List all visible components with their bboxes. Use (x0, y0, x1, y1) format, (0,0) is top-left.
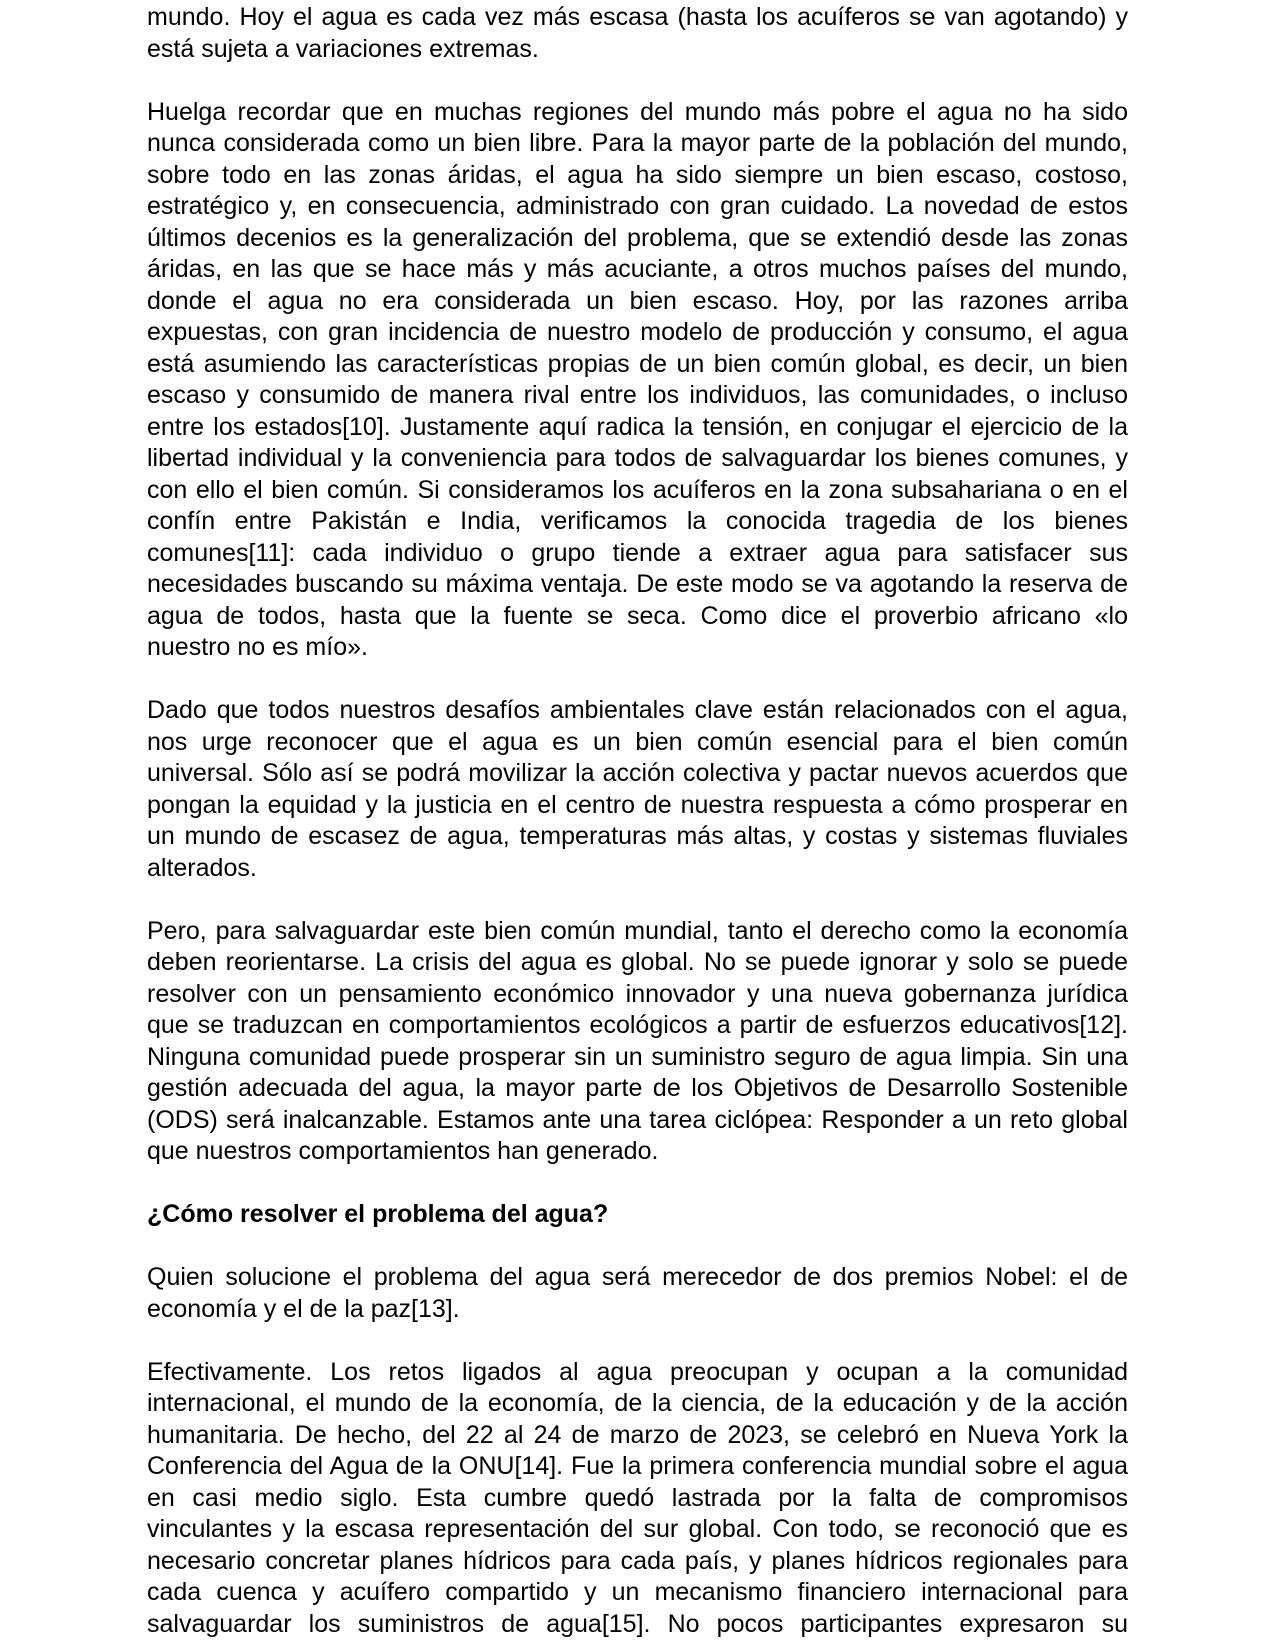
text-line: en casi medio siglo. Esta cumbre quedó lastrada por la falta de compromisos (147, 1483, 1128, 1512)
text-line: estratégico y, en consecuencia, administrado con gran cuidado. La novedad de estos (147, 192, 1128, 220)
text-line: Quien solucione el problema del agua será merecedor de dos premios Nobel: el de (147, 1263, 1128, 1291)
text-line: Huelga recordar que en muchas regiones del mundo más pobre el agua no ha sido (147, 97, 1128, 126)
paragraph (147, 695, 1128, 884)
text-line: nunca considerada como un bien libre. Para la mayor parte de la población del mundo, (147, 129, 1128, 157)
text-line: pongan la equidad y la justicia en el centro de nuestra respuesta a cómo prosperar en (147, 790, 1128, 819)
text-line: universal. Sólo así se podrá movilizar la acción colectiva y pactar nuevos acuerdos que (147, 759, 1128, 787)
text-line: nos urge reconocer que el agua es un bien común esencial para el bien común (147, 727, 1128, 756)
text-line: sobre todo en las zonas áridas, el agua ha sido siempre un bien escaso, costoso, (147, 160, 1128, 189)
text-line: últimos decenios es la generalización del problema, que se extendió desde las zonas (147, 223, 1128, 252)
text-line: escaso y consumido de manera rival entre los individuos, las comunidades, o incluso (147, 381, 1128, 409)
text-line: que nuestros comportamientos han generado. (147, 1137, 659, 1165)
text-line: necesario concretar planes hídricos para cada país, y planes hídricos regionales para (147, 1546, 1128, 1575)
text-line: ¿Cómo resolver el problema del agua? (147, 1200, 609, 1228)
text-line: expuestas, con gran incidencia de nuestro modelo de producción y consumo, el agua (147, 318, 1128, 346)
text-line: entre los estados[10]. Justamente aquí radica la tensión, en conjugar el ejercicio de la (147, 412, 1128, 441)
text-line: resolver con un pensamiento económico innovador y una nueva gobernanza jurídica (147, 979, 1128, 1008)
paragraph (147, 1262, 1128, 1325)
paragraph (147, 1357, 1128, 1641)
section-heading (147, 1199, 1128, 1231)
text-line: deben reorientarse. La crisis del agua es global. No se puede ignorar y solo se puede (147, 948, 1128, 976)
text-line: Efectivamente. Los retos ligados al agua preocupan y ocupan a la comunidad (147, 1357, 1128, 1386)
text-line: agua de todos, hasta que la fuente se seca. Como dice el proverbio africano «lo (147, 601, 1128, 630)
text-line: vinculantes y la escasa representación del sur global. Con todo, se reconoció que es (147, 1515, 1128, 1543)
text-line: libertad individual y la conveniencia para todos de salvaguardar los bienes comunes, y (147, 444, 1128, 472)
paragraph (147, 2, 1128, 65)
paragraph (147, 97, 1128, 664)
text-line: Dado que todos nuestros desafíos ambientales clave están relacionados con el agua, (147, 696, 1128, 724)
text-line: internacional, el mundo de la economía, de la ciencia, de la educación y de la acción (147, 1389, 1128, 1417)
text-line: economía y el de la paz[13]. (147, 1294, 460, 1323)
text-line: humanitaria. De hecho, del 22 al 24 de marzo de 2023, se celebró en Nueva York la (147, 1420, 1128, 1449)
text-line: confín entre Pakistán e India, verificamos la conocida tragedia de los bienes (147, 507, 1128, 535)
text-line: áridas, en las que se hace más y más acuciante, a otros muchos países del mundo, (147, 255, 1128, 283)
text-line: está sujeta a variaciones extremas. (147, 34, 539, 63)
text-line: mundo. Hoy el agua es cada vez más escasa (hasta los acuíferos se van agotando) y (147, 3, 1128, 31)
text-line: gestión adecuada del agua, la mayor parte de los Objetivos de Desarrollo Sostenible (147, 1074, 1128, 1102)
text-line: un mundo de escasez de agua, temperaturas más altas, y costas y sistemas fluviales (147, 822, 1128, 850)
text-line: salvaguardar los suministros de agua[15]. No pocos participantes expresaron su (147, 1609, 1128, 1638)
text-line: donde el agua no era considerada un bien escaso. Hoy, por las razones arriba (147, 286, 1128, 315)
text-line: que se traduzcan en comportamientos ecológicos a partir de esfuerzos educativos[12]. (147, 1011, 1128, 1039)
paragraph (147, 916, 1128, 1168)
text-line: cada cuenca y acuífero compartido y un mecanismo financiero internacional para (147, 1578, 1128, 1606)
text-line: Ninguna comunidad puede prosperar sin un suministro seguro de agua limpia. Sin una (147, 1042, 1128, 1071)
text-line: está asumiendo las características propias de un bien común global, es decir, un bien (147, 349, 1128, 378)
text-line: Pero, para salvaguardar este bien común mundial, tanto el derecho como la economía (147, 916, 1128, 945)
text-line: Conferencia del Agua de la ONU[14]. Fue la primera conferencia mundial sobre el agua (147, 1452, 1128, 1480)
text-line: necesidades buscando su máxima ventaja. De este modo se va agotando la reserva de (147, 570, 1128, 598)
text-line: con ello el bien común. Si consideramos los acuíferos en la zona subsahariana o en el (147, 475, 1128, 504)
document-content (147, 2, 1128, 1640)
text-line: comunes[11]: cada individuo o grupo tiende a extraer agua para satisfacer sus (147, 538, 1128, 567)
text-line: nuestro no es mío». (147, 633, 368, 661)
text-line: (ODS) será inalcanzable. Estamos ante una tarea ciclópea: Responder a un reto global (147, 1105, 1128, 1134)
text-line: alterados. (147, 853, 257, 882)
